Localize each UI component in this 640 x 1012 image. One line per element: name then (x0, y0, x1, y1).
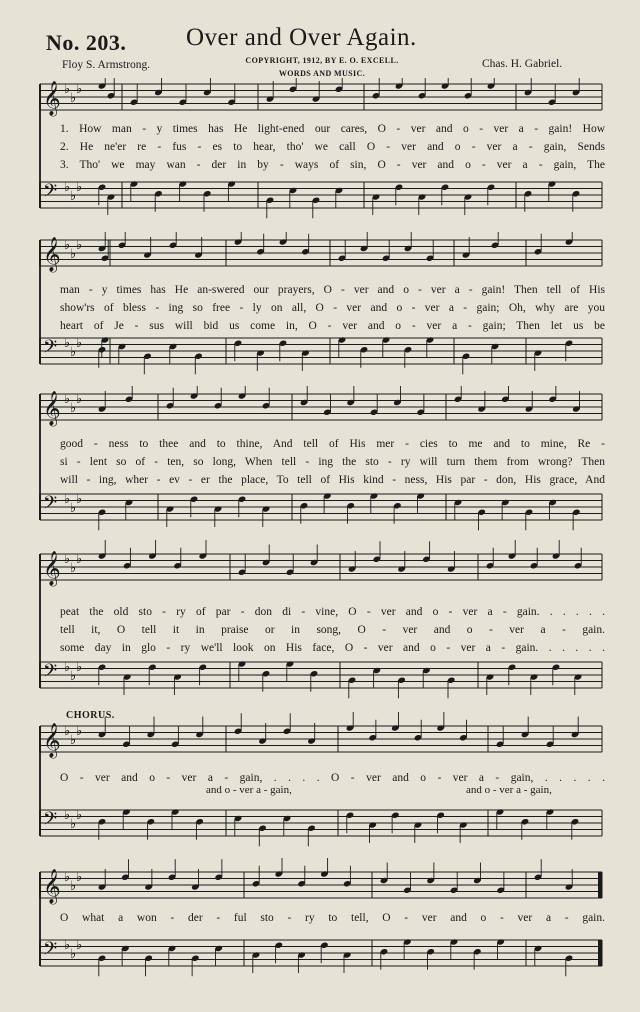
flat-icon: ♭ (64, 336, 71, 351)
chorus-label: CHORUS. (66, 710, 115, 721)
flat-icon: ♭ (70, 947, 77, 962)
flat-icon: ♭ (70, 561, 77, 576)
flat-icon: ♭ (64, 724, 71, 739)
flat-icon: ♭ (76, 870, 83, 885)
bass-clef-icon: 𝄢 (43, 661, 58, 686)
music-system-4 (0, 540, 640, 700)
staff-notation-4 (0, 540, 640, 700)
lyric-line: will - ing, wher - ev - er the place, To tell of His kind - ness, His par - don, His grace, And (60, 474, 605, 486)
lyric-line: heart of Je - sus will bid us come in, O - ver and o - ver a - gain; Then let us be (60, 320, 605, 332)
flat-icon: ♭ (76, 392, 83, 407)
hymn-title: Over and Over Again. (186, 24, 417, 51)
flat-icon: ♭ (76, 938, 83, 953)
lyric-line: si - lent so of - ten, so long, When tell - ing the sto - ry will turn them from wrong? Then (60, 456, 605, 468)
treble-clef-icon: 𝄞 (43, 237, 61, 272)
hymn-composer: Chas. H. Gabriel. (482, 58, 563, 70)
flat-icon: ♭ (76, 336, 83, 351)
flat-icon: ♭ (70, 345, 77, 360)
flat-icon: ♭ (76, 724, 83, 739)
flat-icon: ♭ (76, 492, 83, 507)
lyric-line: good - ness to thee and to thine, And tell of His mer - cies to me and to mine, Re - (60, 438, 605, 450)
lyric-line: 2. He ne'er re - fus - es to hear, tho' we call O - ver and o - ver a - gain, Sends (60, 141, 605, 153)
flat-icon: ♭ (76, 238, 83, 253)
lyric-line: show'rs of bless - ing so free - ly on all, O - ver and o - ver a - gain; Oh, why are you (60, 302, 605, 314)
bass-clef-icon: 𝄢 (43, 809, 58, 834)
flat-icon: ♭ (76, 808, 83, 823)
flat-icon: ♭ (64, 552, 71, 567)
lyric-line: O what a won - der - ful sto - ry to tell, O - ver and o - ver a - gain. (60, 912, 605, 924)
flat-icon: ♭ (70, 247, 77, 262)
final-bar (598, 872, 602, 898)
bass-clef-icon: 𝄢 (43, 939, 58, 964)
flat-icon: ♭ (76, 660, 83, 675)
flat-icon: ♭ (70, 91, 77, 106)
flat-icon: ♭ (70, 189, 77, 204)
bass-clef-icon: 𝄢 (43, 181, 58, 206)
flat-icon: ♭ (64, 492, 71, 507)
flat-icon: ♭ (70, 879, 77, 894)
copyright-line: COPYRIGHT, 1912, BY E. O. EXCELL. (245, 56, 399, 65)
music-system-3 (0, 386, 640, 536)
flat-icon: ♭ (64, 82, 71, 97)
treble-clef-icon: 𝄞 (43, 551, 61, 586)
flat-icon: ♭ (64, 180, 71, 195)
lyric-line: peat the old sto - ry of par - don di - vine, O - ver and o - ver a - gain. . . . . . (60, 606, 605, 618)
lyric-line: O - ver and o - ver a - gain, . . . . O - ver and o - ver a - gain, . . . . . (60, 772, 605, 784)
treble-clef-icon: 𝄞 (43, 391, 61, 426)
treble-clef-icon: 𝄞 (43, 81, 61, 116)
hymn-header (0, 0, 640, 80)
treble-clef-icon: 𝄞 (43, 869, 61, 904)
flat-icon: ♭ (64, 870, 71, 885)
bass-clef-icon: 𝄢 (43, 337, 58, 362)
lyric-line: 3. Tho' we may wan - der in by - ways of sin, O - ver and o - ver a - gain, The (60, 159, 605, 171)
flat-icon: ♭ (70, 669, 77, 684)
flat-icon: ♭ (76, 552, 83, 567)
flat-icon: ♭ (64, 238, 71, 253)
flat-icon: ♭ (64, 938, 71, 953)
lyric-line: man - y times has He an-swered our prayers, O - ver and o - ver a - gain! Then tell of His (60, 284, 605, 296)
hymn-author: Floy S. Armstrong. (62, 59, 151, 71)
music-system-1 (0, 78, 640, 228)
flat-icon: ♭ (70, 501, 77, 516)
music-system-2 (0, 232, 640, 382)
copyright-notice (232, 54, 412, 80)
lyric-line: some day in glo - ry we'll look on His face, O - ver and o - ver a - gain. . . . . . (60, 642, 605, 654)
flat-icon: ♭ (76, 180, 83, 195)
chorus-system-2 (0, 858, 640, 1008)
flat-icon: ♭ (64, 808, 71, 823)
flat-icon: ♭ (70, 733, 77, 748)
alto-lyric: and o - ver a - gain, (466, 784, 552, 796)
bass-clef-icon: 𝄢 (43, 493, 58, 518)
lyric-line: tell it, O tell it in praise or in song, O - ver and o - ver a - gain. (60, 624, 605, 636)
treble-clef-icon: 𝄞 (43, 723, 61, 758)
words-and-music-line: WORDS AND MUSIC. (278, 69, 366, 78)
lyric-line: 1. How man - y times has He light-ened our cares, O - ver and o - ver a - gain! How (60, 123, 605, 135)
staff-notation-6 (0, 858, 640, 1008)
hymn-number: No. 203. (46, 30, 127, 55)
flat-icon: ♭ (70, 401, 77, 416)
flat-icon: ♭ (64, 660, 71, 675)
alto-lyric: and o - ver a - gain, (206, 784, 292, 796)
flat-icon: ♭ (64, 392, 71, 407)
chorus-system-1 (0, 712, 640, 852)
flat-icon: ♭ (76, 82, 83, 97)
flat-icon: ♭ (70, 817, 77, 832)
final-bar (598, 940, 602, 966)
